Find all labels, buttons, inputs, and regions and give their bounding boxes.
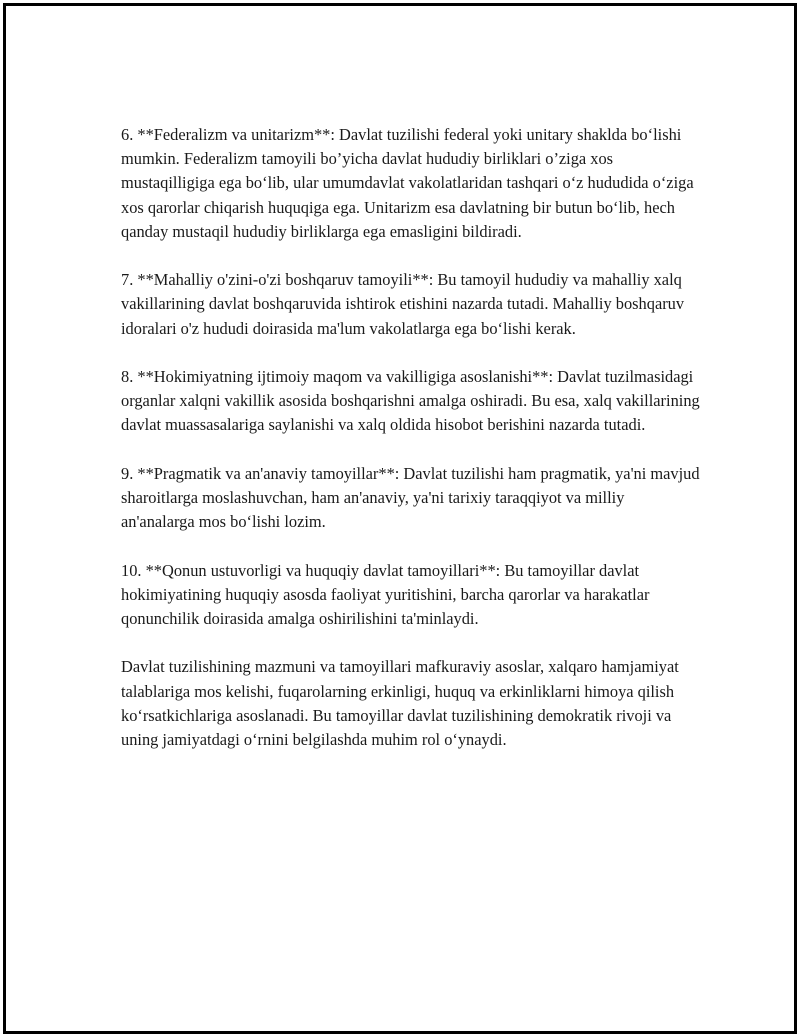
paragraph-pragmatic-traditional: 9. **Pragmatik va an'anaviy tamoyillar**: Davlat tuzilishi ham pragmatik, ya'ni mavjud sharoitlarga moslashuvchan, ham an'anaviy, ya'ni tarixiy taraqqiyot va milliy an'analarga mos bo‘lishi lozim.	[121, 463, 700, 532]
paragraph-rule-of-law: 10. **Qonun ustuvorligi va huquqiy davlat tamoyillari**: Bu tamoyillar davlat hokimiyatining huquqiy asosda faoliyat yuritishini, barcha qarorlar va harakatlar qonunchilik doirasida amalga oshirilishini ta'minlaydi.	[121, 560, 650, 628]
document-body	[121, 123, 701, 776]
paragraph-conclusion: Davlat tuzilishining mazmuni va tamoyillari mafkuraviy asoslar, xalqaro hamjamiyat talablariga mos kelishi, fuqarolarning erkinligi, huquq va erkinliklarni himoya qilish ko‘rsatkichlariga asoslanadi. Bu tamoyillar davlat tuzilishining demokratik rivoji va uning jamiyatdagi o‘rnini belgilashda muhim rol o‘ynaydi.	[121, 657, 679, 749]
paragraph-local-self-government: 7. **Mahalliy o'zini-o'zi boshqaruv tamoyili**: Bu tamoyil hududiy va mahalliy xalq vakillarining davlat boshqaruvida ishtirok etishini nazarda tutadi. Mahalliy boshqaruv idoralari o'z hududi doirasida ma'lum vakolatlarga ega bo‘lishi kerak.	[121, 270, 685, 338]
page-frame	[3, 3, 797, 1034]
paragraph-representation: 8. **Hokimiyatning ijtimoiy maqom va vakilligiga asoslanishi**: Davlat tuzilmasidagi organlar xalqni vakillik asosida boshqarishni amalga oshiradi. Bu esa, xalq vakillarining davlat muassasalariga saylanishi va xalq oldida hisobot berishini nazarda tutadi.	[121, 367, 700, 435]
paragraph-federalism: 6. **Federalizm va unitarizm**: Davlat tuzilishi federal yoki unitary shaklda bo‘lishi mumkin. Federalizm tamoyili bo’yicha davlat hududiy birliklari o’ziga xos mustaqilligiga ega bo‘lib, ular umumdavlat vakolatlaridan tashqari o‘z hududida o‘ziga xos qarorlar chiqarish huquqiga ega. Unitarizm esa davlatning bir butun bo‘lib, hech qanday mustaqil hududiy birliklarga ega emasligini bildiradi.	[121, 125, 694, 241]
